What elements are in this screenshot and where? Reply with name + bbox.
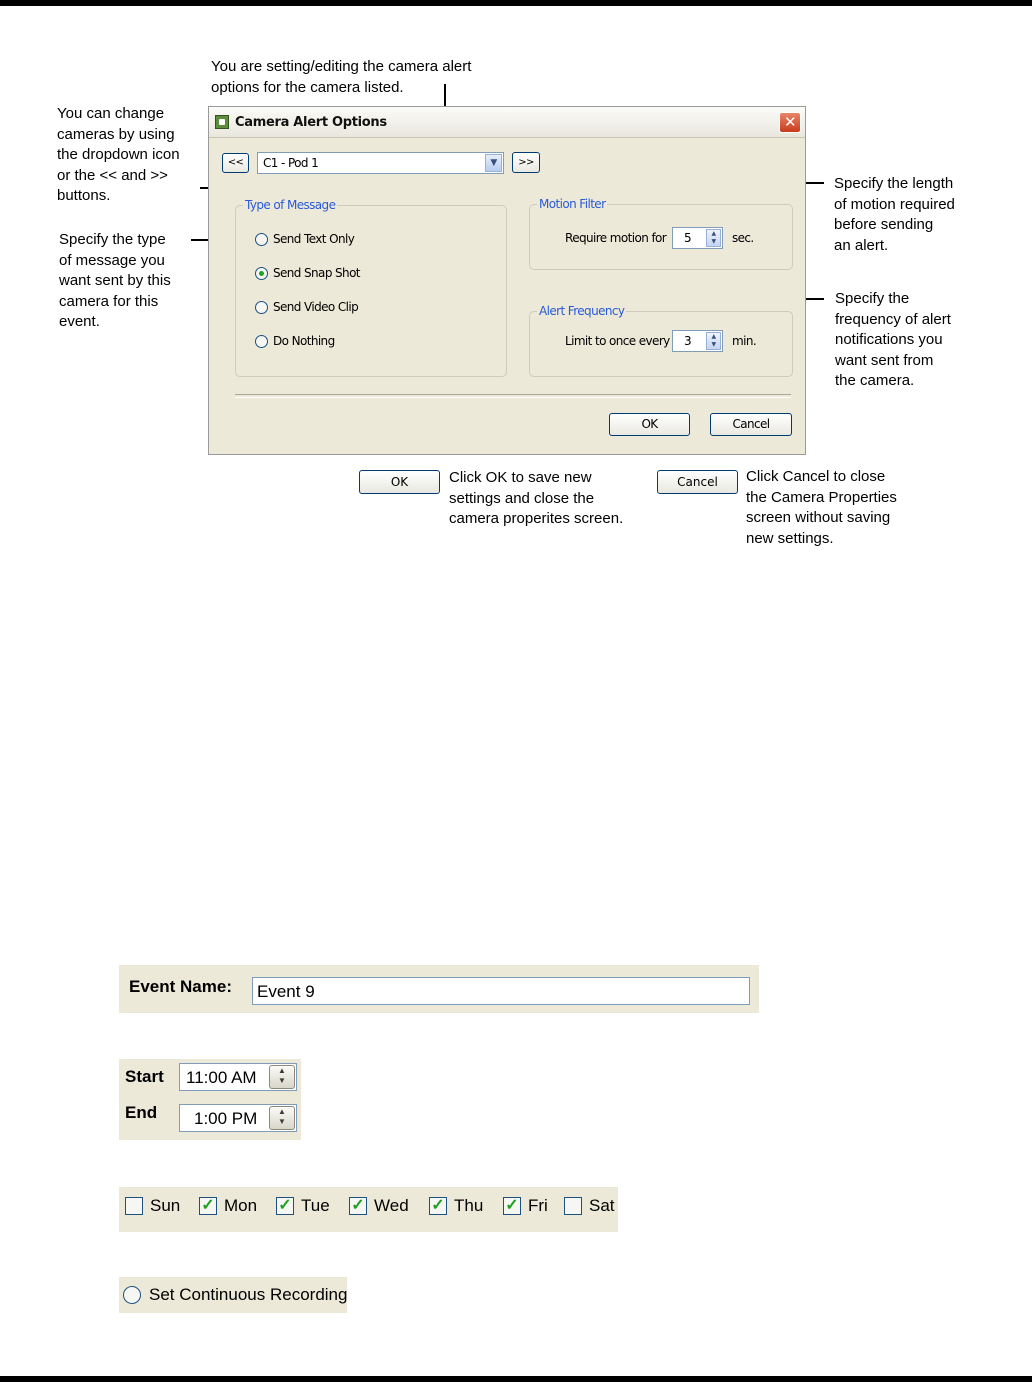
event-name-panel [119,965,759,1013]
next-camera-button[interactable]: >> [512,152,540,173]
continuous-recording-radio[interactable] [123,1286,141,1304]
note-motion-length: Specify the length of motion required before sending an alert. [834,175,955,254]
radio-label: Do Nothing [273,334,335,348]
note-camera-listed: You are setting/editing the camera alert options for the camera listed. [211,58,472,96]
time-panel [119,1059,301,1140]
close-icon[interactable]: ✕ [779,112,801,133]
motion-filter-group [529,197,793,270]
cancel-button[interactable]: Cancel [710,413,792,436]
start-label: Start [125,1067,164,1086]
event-name-value: Event 9 [257,982,315,1001]
radio-label: Send Video Clip [273,300,359,314]
start-time-input[interactable] [179,1063,297,1091]
frequency-minutes-spinner[interactable] [672,330,723,352]
continuous-recording-label: Set Continuous Recording [149,1285,348,1304]
note-cancel: Click Cancel to close the Camera Properties screen without saving new settings. [746,468,897,547]
days-panel [119,1187,618,1232]
motion-seconds-value: 5 [684,231,692,245]
dialog-titlebar [209,107,805,138]
note-message-type: Specify the type of message you want sent by this camera for this event. [59,231,171,330]
motion-unit: sec. [732,231,754,245]
radio-label: Send Text Only [273,232,355,246]
motion-filter-label: Motion Filter [539,197,606,211]
event-name-input[interactable] [252,977,750,1005]
checkbox-sat[interactable] [564,1197,582,1215]
day-label: Mon [224,1196,258,1215]
spin-arrows-icon[interactable]: ▲ ▼ [269,1106,295,1130]
motion-seconds-spinner[interactable] [672,227,723,249]
radio-button[interactable] [255,335,268,348]
camera-app-icon [215,115,229,129]
radio-label: Send Snap Shot [273,266,360,280]
chevron-down-icon[interactable]: ▼ [485,154,502,172]
note-change-cameras: You can change cameras by using the dropdown icon or the << and >> buttons. [57,105,180,204]
day-label: Tue [301,1196,330,1215]
day-label: Sat [589,1196,615,1215]
camera-alert-options-dialog [208,106,806,455]
checkbox-mon[interactable]: ✓ [199,1197,217,1215]
alert-frequency-label: Alert Frequency [539,304,625,318]
event-name-label: Event Name: [129,977,232,996]
motion-prefix: Require motion for [565,231,667,245]
frequency-unit: min. [732,334,757,348]
top-rule [0,0,1032,6]
type-of-message-label: Type of Message [245,198,336,212]
checkbox-wed[interactable]: ✓ [349,1197,367,1215]
radio-button[interactable] [255,267,268,280]
type-of-message-group [235,198,507,377]
radio-button[interactable] [255,233,268,246]
day-label: Fri [528,1196,548,1215]
spin-arrows-icon[interactable]: ▲ ▼ [706,332,721,350]
end-label: End [125,1103,158,1122]
continuous-recording-panel [119,1277,347,1313]
checkbox-fri[interactable]: ✓ [503,1197,521,1215]
dialog-separator [235,394,791,398]
sample-cancel-button[interactable]: Cancel [657,470,738,494]
day-label: Wed [374,1196,409,1215]
camera-dropdown[interactable] [257,152,504,174]
alert-frequency-group [529,304,793,377]
dialog-title: Camera Alert Options [235,115,387,130]
previous-camera-button[interactable]: << [222,153,249,173]
end-time-value: 1:00 PM [194,1109,258,1128]
checkbox-thu[interactable]: ✓ [429,1197,447,1215]
bottom-rule [0,1376,1032,1382]
day-label: Thu [454,1196,484,1215]
ok-button[interactable]: OK [609,413,690,436]
note-alert-frequency: Specify the frequency of alert notifications you want sent from the camera. [835,290,951,389]
radio-button[interactable] [255,301,268,314]
frequency-minutes-value: 3 [684,334,692,348]
spin-arrows-icon[interactable]: ▲ ▼ [706,229,721,247]
spin-arrows-icon[interactable]: ▲ ▼ [269,1065,295,1089]
checkbox-tue[interactable]: ✓ [276,1197,294,1215]
start-time-value: 11:00 AM [186,1068,257,1087]
camera-dropdown-value: C1 - Pod 1 [263,156,319,170]
end-time-input[interactable] [179,1104,297,1132]
note-ok: Click OK to save new settings and close the camera properites screen. [449,469,624,527]
checkbox-sun[interactable] [125,1197,143,1215]
frequency-prefix: Limit to once every [565,334,670,348]
sample-ok-button[interactable]: OK [359,470,440,494]
day-label: Sun [150,1196,181,1215]
